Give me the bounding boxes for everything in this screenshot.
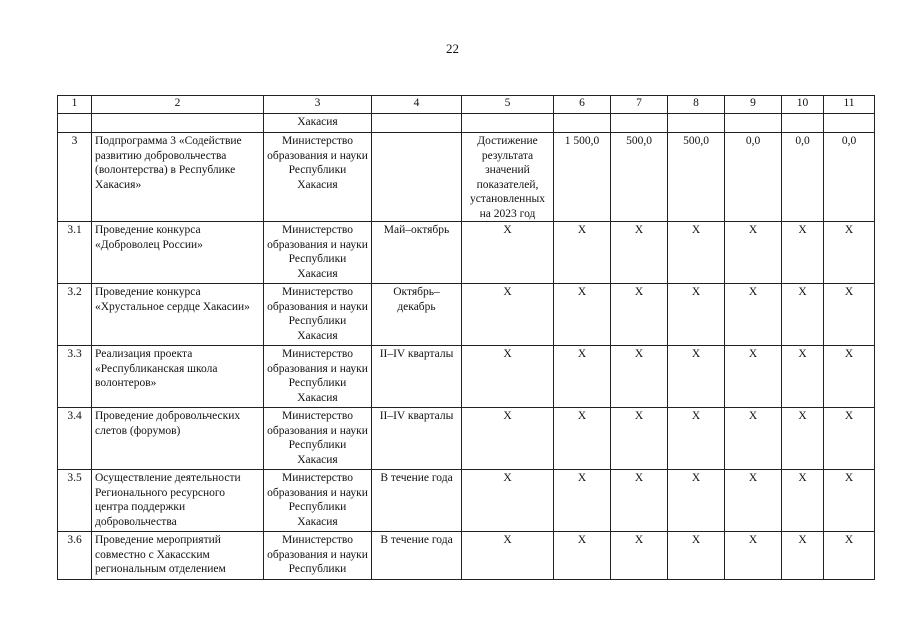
table-cell (668, 114, 725, 133)
table-cell (372, 114, 462, 133)
column-header-7: 7 (611, 96, 668, 114)
value-cell-10: X (782, 284, 824, 346)
column-header-1: 1 (58, 96, 92, 114)
value-cell-11: 0,0 (824, 133, 875, 222)
value-cell-11: X (824, 346, 875, 408)
item-number-cell: 3 (58, 133, 92, 222)
activity-name-cell: Проведение конкурса «Хрустальное сердце Хакасии» (92, 284, 264, 346)
value-cell-9: X (725, 470, 782, 532)
table-cell (58, 114, 92, 133)
value-cell-11: X (824, 284, 875, 346)
value-cell-9: X (725, 408, 782, 470)
value-cell-8: X (668, 470, 725, 532)
column-header-5: 5 (462, 96, 554, 114)
value-cell-7: 500,0 (611, 133, 668, 222)
activity-name-cell: Подпрограмма 3 «Содействие развитию добровольчества (волонтерства) в Республике Хакасия» (92, 133, 264, 222)
table-row (58, 222, 875, 284)
executor-cell: Хакасия (264, 114, 372, 133)
value-cell-8: X (668, 284, 725, 346)
executor-cell: Министерство образования и науки Республики Хакасия (264, 222, 372, 284)
term-cell: II–IV кварталы (372, 346, 462, 408)
value-cell-8: X (668, 408, 725, 470)
page-number: 22 (446, 41, 459, 56)
value-cell-10: X (782, 532, 824, 580)
column-header-2: 2 (92, 96, 264, 114)
executor-cell: Министерство образования и науки Республики Хакасия (264, 284, 372, 346)
item-number-cell: 3.2 (58, 284, 92, 346)
value-cell-11: X (824, 532, 875, 580)
value-cell-10: 0,0 (782, 133, 824, 222)
value-cell-6: X (554, 346, 611, 408)
table-cell (611, 114, 668, 133)
value-cell-7: X (611, 408, 668, 470)
column-header-9: 9 (725, 96, 782, 114)
result-cell: X (462, 408, 554, 470)
executor-cell: Министерство образования и науки Республики Хакасия (264, 133, 372, 222)
column-header-8: 8 (668, 96, 725, 114)
table-row (58, 470, 875, 532)
executor-cell: Министерство образования и науки Республики Хакасия (264, 470, 372, 532)
activity-name-cell: Проведение конкурса «Доброволец России» (92, 222, 264, 284)
table-row (58, 532, 875, 580)
result-cell: X (462, 470, 554, 532)
value-cell-6: X (554, 408, 611, 470)
value-cell-7: X (611, 346, 668, 408)
value-cell-7: X (611, 470, 668, 532)
item-number-cell: 3.3 (58, 346, 92, 408)
result-cell: X (462, 222, 554, 284)
value-cell-8: X (668, 346, 725, 408)
value-cell-10: X (782, 470, 824, 532)
column-header-6: 6 (554, 96, 611, 114)
column-header-3: 3 (264, 96, 372, 114)
item-number-cell: 3.6 (58, 532, 92, 580)
result-cell: Достижение результата значений показателей, установленных на 2023 год (462, 133, 554, 222)
item-number-cell: 3.4 (58, 408, 92, 470)
table-row (58, 133, 875, 222)
column-header-4: 4 (372, 96, 462, 114)
table-cell (554, 114, 611, 133)
activity-name-cell: Проведение мероприятий совместно с Хакасским региональным отделением (92, 532, 264, 580)
table-cell (725, 114, 782, 133)
value-cell-11: X (824, 222, 875, 284)
term-cell: В течение года (372, 470, 462, 532)
value-cell-10: X (782, 222, 824, 284)
table-row (58, 284, 875, 346)
term-cell: В течение года (372, 532, 462, 580)
value-cell-9: X (725, 346, 782, 408)
term-cell: Май–октябрь (372, 222, 462, 284)
column-header-10: 10 (782, 96, 824, 114)
term-cell: Октябрь–декабрь (372, 284, 462, 346)
result-cell: X (462, 346, 554, 408)
table-row (58, 408, 875, 470)
continuation-row (58, 114, 875, 133)
table-cell (782, 114, 824, 133)
program-activities-table (57, 95, 875, 580)
term-cell (372, 133, 462, 222)
table-row (58, 346, 875, 408)
value-cell-10: X (782, 346, 824, 408)
value-cell-10: X (782, 408, 824, 470)
activity-name-cell: Проведение добровольческих слетов (форумов) (92, 408, 264, 470)
table-cell (824, 114, 875, 133)
value-cell-6: X (554, 284, 611, 346)
value-cell-8: X (668, 532, 725, 580)
term-cell: II–IV кварталы (372, 408, 462, 470)
value-cell-9: X (725, 532, 782, 580)
value-cell-7: X (611, 222, 668, 284)
value-cell-6: X (554, 470, 611, 532)
executor-cell: Министерство образования и науки Республики Хакасия (264, 346, 372, 408)
result-cell: X (462, 284, 554, 346)
value-cell-6: X (554, 532, 611, 580)
value-cell-9: X (725, 222, 782, 284)
column-header-11: 11 (824, 96, 875, 114)
value-cell-8: X (668, 222, 725, 284)
activity-name-cell: Реализация проекта «Республиканская школа волонтеров» (92, 346, 264, 408)
executor-cell: Министерство образования и науки Республики (264, 532, 372, 580)
table-cell (92, 114, 264, 133)
value-cell-7: X (611, 284, 668, 346)
value-cell-7: X (611, 532, 668, 580)
item-number-cell: 3.1 (58, 222, 92, 284)
value-cell-9: 0,0 (725, 133, 782, 222)
result-cell: X (462, 532, 554, 580)
value-cell-11: X (824, 408, 875, 470)
value-cell-11: X (824, 470, 875, 532)
table-cell (462, 114, 554, 133)
value-cell-9: X (725, 284, 782, 346)
activity-name-cell: Осуществление деятельности Регионального ресурсного центра поддержки добровольчества (92, 470, 264, 532)
value-cell-6: X (554, 222, 611, 284)
value-cell-6: 1 500,0 (554, 133, 611, 222)
executor-cell: Министерство образования и науки Республики Хакасия (264, 408, 372, 470)
item-number-cell: 3.5 (58, 470, 92, 532)
header-row (58, 96, 875, 114)
value-cell-8: 500,0 (668, 133, 725, 222)
